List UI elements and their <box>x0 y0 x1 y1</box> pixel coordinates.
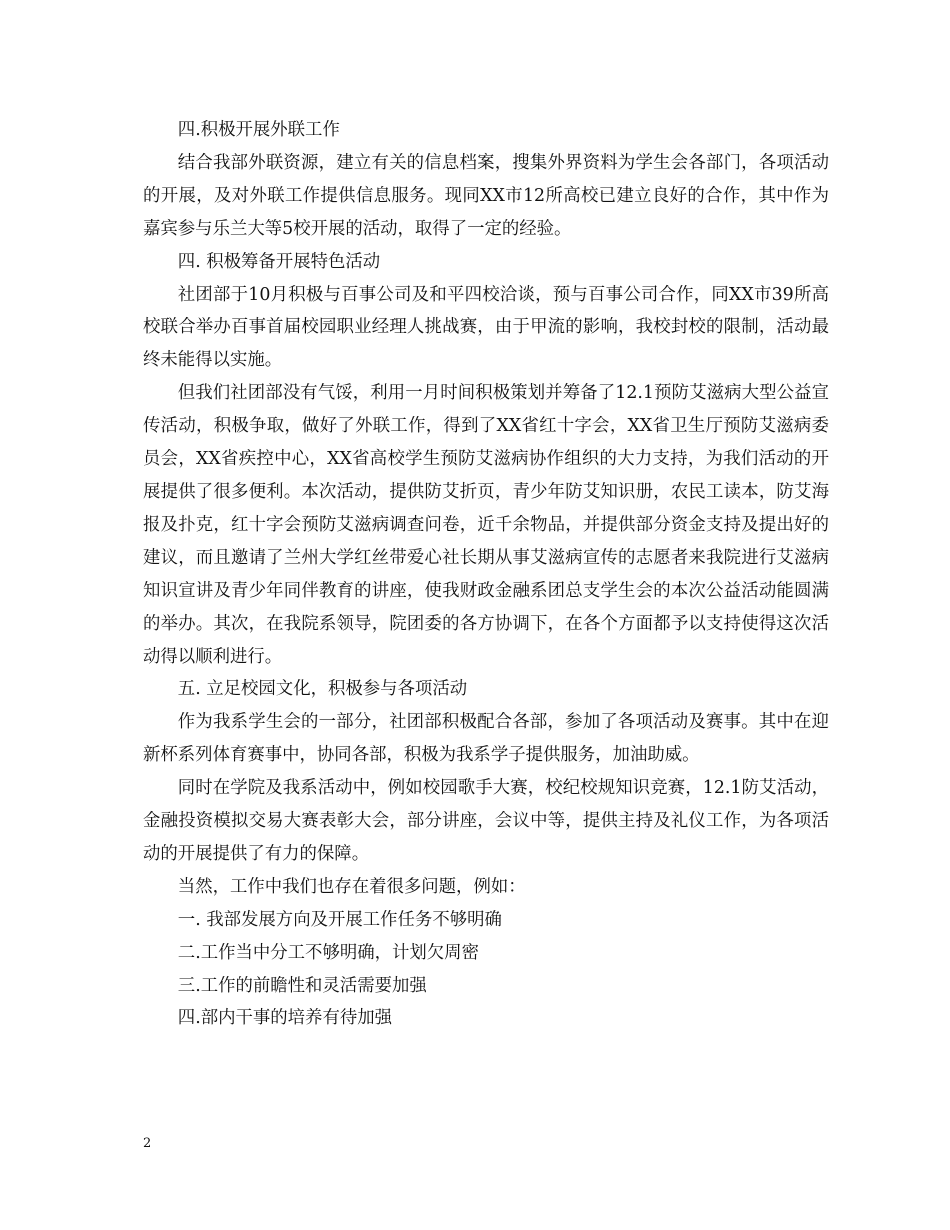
paragraph-pepsi-cooperation: 社团部于10月积极与百事公司及和平四校洽谈，预与百事公司合作，同XX市39所高校联合举办百事首届校园职业经理人挑战赛，由于甲流的影响，我校封校的限制，活动最终未能得以实施。 <box>143 284 829 371</box>
paragraph-outreach: 结合我部外联资源，建立有关的信息档案，搜集外界资料为学生会各部门，各项活动的开展，及对外联工作提供信息服务。现同XX市12所高校已建立良好的合作，其中作为嘉宾参与乐兰大等5校开展的活动，取得了一定的经验。 <box>143 152 829 239</box>
section-heading-outreach: 四.积极开展外联工作 <box>177 120 340 140</box>
paragraph-aids-campaign: 但我们社团部没有气馁，利用一月时间积极策划并筹备了12.1预防艾滋病大型公益宣传活动，积极争取，做好了外联工作，得到了XX省红十字会，XX省卫生厅预防艾滋病委员会，XX省疾控中心，XX省高校学生预防艾滋病协作组织的大力支持，为我们活动的开展提供了很多便利。本次活动，提供防艾折页，青少年防艾知识册，农民工读本，防艾海报及扑克，红十字会预防艾滋病调查问卷，近千余物品，并提供部分资金支持及提出好的建议，而且邀请了兰州大学红丝带爱心社长期从事艾滋病宣传的志愿者来我院进行艾滋病知识宣讲及青少年同伴教育的讲座，使我财政金融系团总支学生会的本次公益活动能圆满的举办。其次，在我院系领导，院团委的各方协调下，在各个方面都予以支持使得这次活动得以顺利进行。 <box>143 383 829 667</box>
paragraph-participation: 作为我系学生会的一部分，社团部积极配合各部，参加了各项活动及赛事。其中在迎新杯系列体育赛事中，协同各部，积极为我系学子提供服务，加油助威。 <box>143 712 829 766</box>
page-number: 2 <box>143 1136 152 1151</box>
section-heading-campus-culture: 五. 立足校园文化，积极参与各项活动 <box>177 679 468 700</box>
problem-item-2: 二.工作当中分工不够明确，计划欠周密 <box>177 942 479 963</box>
section-heading-special-activities: 四. 积极筹备开展特色活动 <box>177 251 381 272</box>
paragraph-problems-intro: 当然，工作中我们也存在着很多问题，例如： <box>177 876 526 897</box>
paragraph-events: 同时在学院及我系活动中，例如校园歌手大赛，校纪校规知识竞赛，12.1防艾活动，金融投资模拟交易大赛表彰大会，部分讲座，会议中等，提供主持及礼仪工作，为各项活动的开展提供了有力的保障。 <box>143 778 829 864</box>
problem-item-1: 一. 我部发展方向及开展工作任务不够明确 <box>177 909 502 930</box>
problem-item-4: 四.部内干事的培养有待加强 <box>177 1008 393 1029</box>
problem-item-3: 三.工作的前瞻性和灵活需要加强 <box>177 975 427 996</box>
document-page <box>143 114 829 1035</box>
